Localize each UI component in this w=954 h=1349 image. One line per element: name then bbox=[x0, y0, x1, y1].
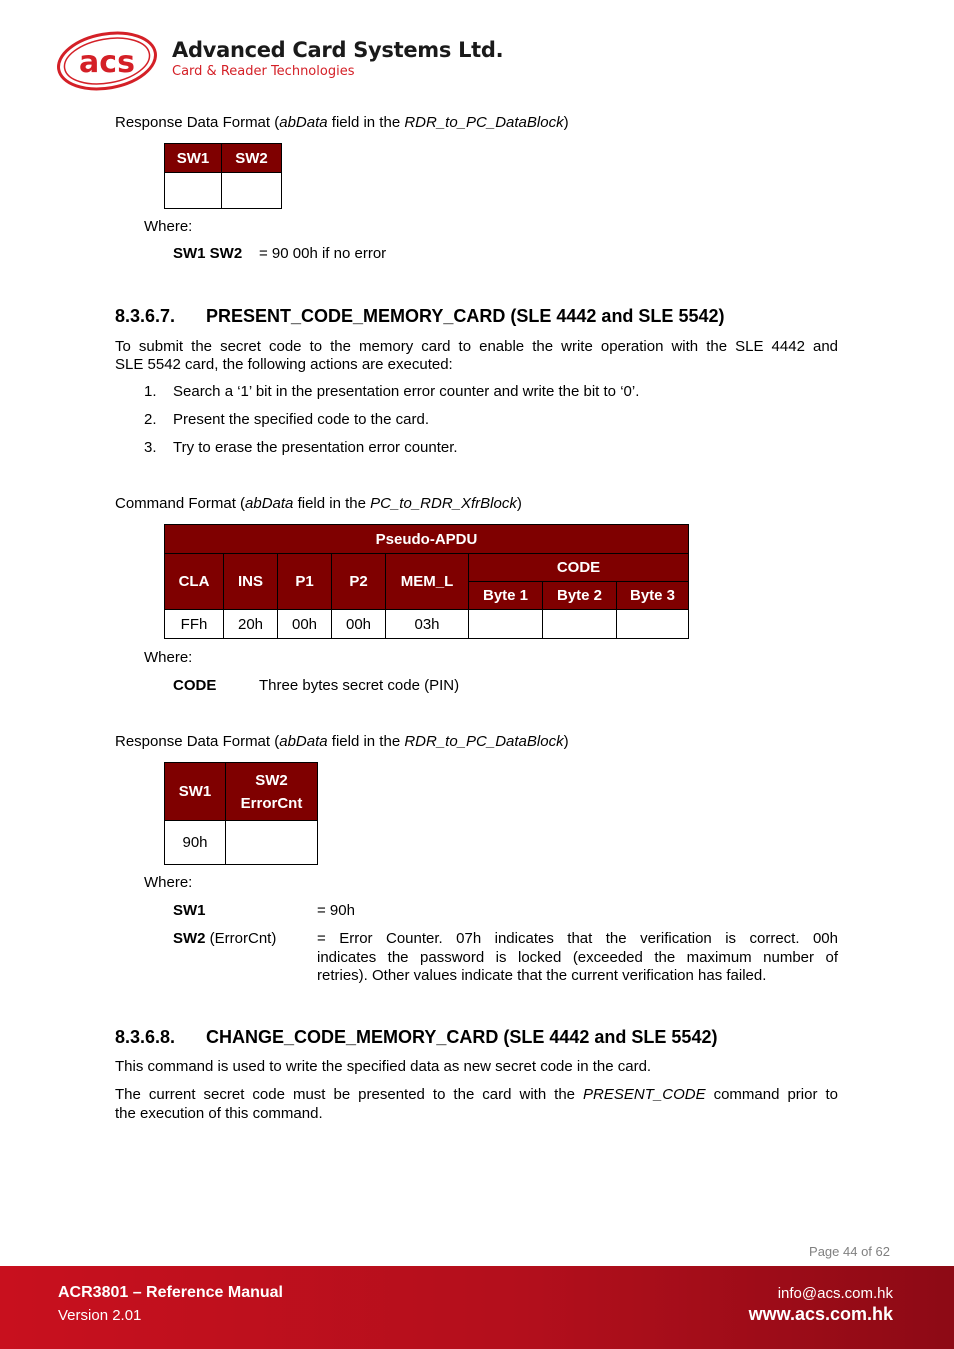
step-text: Search a ‘1’ bit in the presentation error counter and write the bit to ‘0’. bbox=[173, 383, 640, 400]
command-table bbox=[164, 524, 689, 639]
section3-para-1: This command is used to write the specified data as new secret code in the card. bbox=[115, 1058, 652, 1075]
p1-value: 00h bbox=[278, 610, 332, 639]
company-name: Advanced Card Systems Ltd. bbox=[172, 38, 504, 62]
footer-title: ACR3801 – Reference Manual bbox=[58, 1284, 283, 1301]
sw2-desc-line-2: indicates the password is locked (exceeded the maximum number of bbox=[317, 949, 838, 966]
sw1-term: SW1 bbox=[173, 902, 206, 919]
byte1-header: Byte 1 bbox=[469, 582, 543, 610]
step-number: 2. bbox=[144, 411, 157, 428]
sw1-header: SW1 bbox=[165, 763, 226, 821]
mem-l-value: 03h bbox=[386, 610, 469, 639]
sw2-desc-line-3: retries). Other values indicate that the current verification has failed. bbox=[317, 967, 767, 984]
p2-header: P2 bbox=[332, 554, 386, 610]
errorcnt-label: ErrorCnt bbox=[240, 794, 303, 812]
footer-website[interactable]: www.acs.com.hk bbox=[748, 1304, 893, 1324]
footer-email[interactable]: info@acs.com.hk bbox=[777, 1285, 893, 1302]
section-title: CHANGE_CODE_MEMORY_CARD (SLE 4442 and SLE 5542) bbox=[206, 1027, 718, 1047]
sw1-sw2-term: SW1 SW2 bbox=[173, 245, 243, 262]
intro-line-2: SLE 5542 card, the following actions are executed: bbox=[115, 356, 453, 373]
sw2-header: SW2 bbox=[222, 144, 282, 173]
sw1-header: SW1 bbox=[165, 144, 222, 173]
byte2-value bbox=[543, 610, 617, 639]
code-desc: Three bytes secret code (PIN) bbox=[259, 677, 460, 694]
company-tagline: Card & Reader Technologies bbox=[172, 64, 355, 79]
response-format-label-2: Response Data Format (abData field in the RDR_to_PC_DataBlock) bbox=[115, 733, 569, 750]
sw1-sw2-desc: = 90 00h if no error bbox=[259, 245, 387, 262]
sw2-desc-line-1: = Error Counter. 07h indicates that the verification is correct. 00h bbox=[317, 930, 838, 947]
page-number: Page 44 of 62 bbox=[809, 1244, 890, 1259]
intro-line-1: To submit the secret code to the memory card to enable the write operation with the SLE 4442 and bbox=[115, 338, 838, 355]
p1-header: P1 bbox=[278, 554, 332, 610]
acs-logo bbox=[55, 30, 159, 92]
byte2-header: Byte 2 bbox=[543, 582, 617, 610]
code-term: CODE bbox=[173, 677, 217, 694]
pseudo-apdu-header: Pseudo-APDU bbox=[165, 525, 689, 554]
cla-header: CLA bbox=[165, 554, 224, 610]
cla-value: FFh bbox=[165, 610, 224, 639]
section-title: PRESENT_CODE_MEMORY_CARD (SLE 4442 and SLE 5542) bbox=[206, 306, 725, 326]
step-text: Try to erase the presentation error counter. bbox=[173, 439, 458, 456]
command-format-label: Command Format (abData field in the PC_to_RDR_XfrBlock) bbox=[115, 495, 522, 512]
response-table-2 bbox=[164, 762, 318, 865]
sw1-cell bbox=[165, 173, 222, 209]
sw2-cell bbox=[222, 173, 282, 209]
footer-version: Version 2.01 bbox=[58, 1307, 142, 1324]
where-label: Where: bbox=[144, 874, 193, 891]
sw2-term: SW2 (ErrorCnt) bbox=[173, 930, 277, 947]
sw2-value bbox=[226, 821, 318, 865]
section-number: 8.3.6.8. bbox=[115, 1027, 176, 1047]
mem-l-header: MEM_L bbox=[386, 554, 469, 610]
section-number: 8.3.6.7. bbox=[115, 306, 176, 326]
where-label: Where: bbox=[144, 218, 193, 235]
where-label: Where: bbox=[144, 649, 193, 666]
sw1-desc: = 90h bbox=[317, 902, 355, 919]
step-number: 1. bbox=[144, 383, 157, 400]
step-text: Present the specified code to the card. bbox=[173, 411, 429, 428]
sw2-errorcnt-header bbox=[226, 763, 318, 821]
byte3-header: Byte 3 bbox=[617, 582, 689, 610]
step-number: 3. bbox=[144, 439, 157, 456]
ins-value: 20h bbox=[224, 610, 278, 639]
response-format-label: Response Data Format (abData field in the RDR_to_PC_DataBlock) bbox=[115, 114, 569, 131]
section3-para-2: The current secret code must be presented to the card with the PRESENT_CODE command prior to bbox=[115, 1086, 838, 1103]
footer bbox=[0, 1266, 954, 1349]
sw1-value: 90h bbox=[165, 821, 226, 865]
ins-header: INS bbox=[224, 554, 278, 610]
logo-text: acs bbox=[79, 45, 135, 80]
response-table-1 bbox=[164, 143, 282, 209]
sw2-label: SW2 bbox=[255, 771, 288, 789]
code-header: CODE bbox=[469, 554, 689, 582]
p2-value: 00h bbox=[332, 610, 386, 639]
byte3-value bbox=[617, 610, 689, 639]
section3-para-2-line-2: the execution of this command. bbox=[115, 1105, 323, 1122]
byte1-value bbox=[469, 610, 543, 639]
